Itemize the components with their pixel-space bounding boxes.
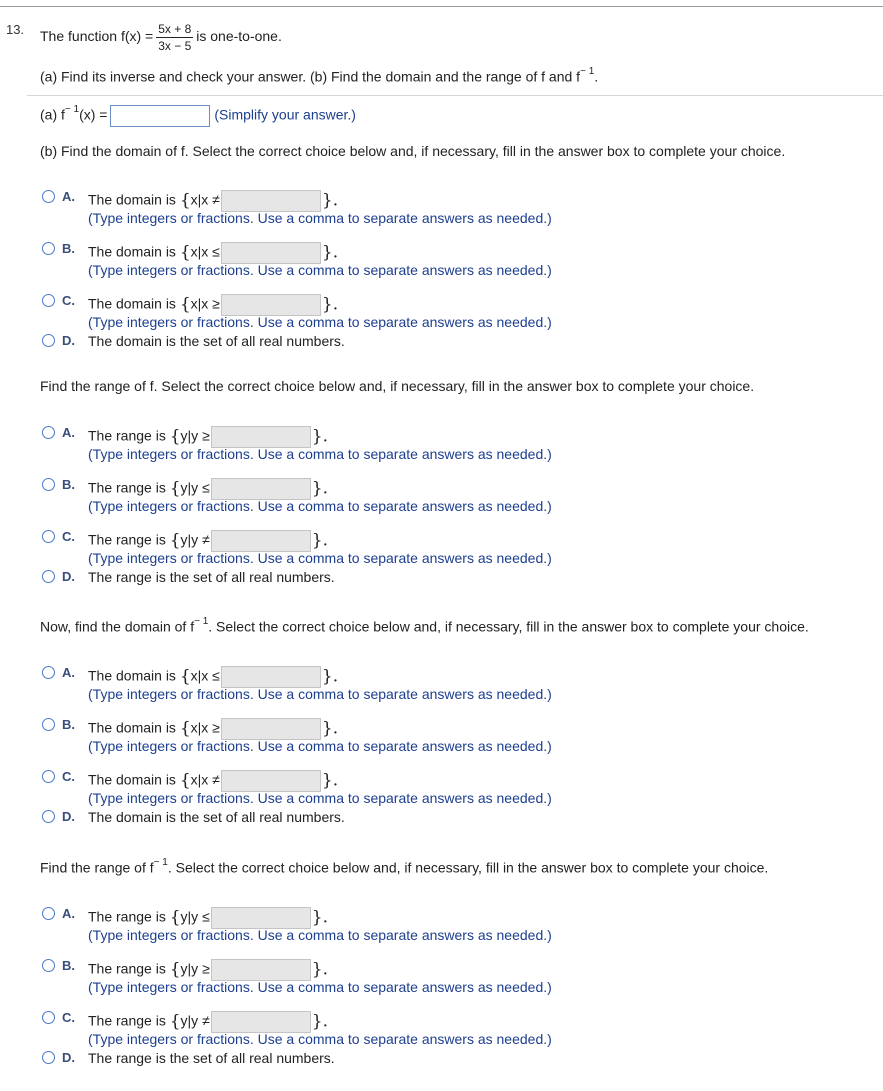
choice-hint: (Type integers or fractions. Use a comma to separate answers as needed.) — [88, 686, 552, 702]
choice-hint: (Type integers or fractions. Use a comma to separate answers as needed.) — [88, 1031, 552, 1047]
part-a-row — [40, 105, 356, 127]
section-prompt-inverse-sup: − 1 — [153, 857, 168, 868]
choice-letter: A. — [62, 189, 75, 204]
choice-radio[interactable] — [42, 334, 55, 347]
choice-answer-input[interactable] — [221, 666, 321, 688]
simplify-hint: (Simplify your answer.) — [214, 106, 356, 123]
set-condition: x|x ≤ — [190, 667, 220, 684]
choice-statement — [88, 294, 338, 316]
section-prompt — [40, 143, 785, 159]
choice-letter: C. — [62, 293, 75, 308]
set-condition: x|x ≤ — [190, 243, 220, 260]
choice-answer-input[interactable] — [221, 718, 321, 740]
problem-intro: The function f(x) = — [40, 28, 154, 45]
open-brace: { — [169, 959, 181, 980]
close-brace: }. — [321, 242, 339, 263]
choice-letter: D. — [62, 809, 75, 824]
choice-radio[interactable] — [42, 242, 55, 255]
choice-text: The domain is — [88, 771, 176, 788]
choice-radio[interactable] — [42, 1011, 55, 1024]
choice-letter: B. — [62, 241, 75, 256]
choice-statement — [88, 718, 338, 740]
choice-answer-input[interactable] — [221, 190, 321, 212]
choice-answer-input[interactable] — [221, 242, 321, 264]
close-brace: }. — [311, 530, 328, 551]
choice-text: The domain is — [88, 667, 176, 684]
task-line — [40, 68, 598, 85]
choice-text: The domain is — [88, 295, 176, 312]
choice-hint: (Type integers or fractions. Use a comma to separate answers as needed.) — [88, 446, 552, 462]
choice-letter: A. — [62, 665, 75, 680]
choice-hint: (Type integers or fractions. Use a comma to separate answers as needed.) — [88, 738, 552, 754]
part-a-inverse-sup: − 1 — [64, 104, 80, 116]
choice-radio[interactable] — [42, 190, 55, 203]
choice-hint: (Type integers or fractions. Use a comma to separate answers as needed.) — [88, 927, 552, 943]
choice-text: The range is — [88, 1012, 166, 1029]
choice-text: The range is — [88, 427, 166, 444]
close-brace: }. — [321, 770, 339, 791]
set-condition: y|y ≠ — [180, 1012, 210, 1029]
choice-answer-input[interactable] — [211, 426, 311, 448]
part-a-label-suffix: (x) = — [79, 106, 108, 123]
section-prompt — [40, 859, 768, 876]
choice-text: The range is — [88, 479, 166, 496]
open-brace: { — [179, 190, 191, 211]
inverse-answer-input[interactable] — [110, 105, 210, 127]
choice-text: The range is the set of all real numbers. — [88, 569, 335, 585]
choice-letter: B. — [62, 477, 75, 492]
open-brace: { — [169, 1011, 181, 1032]
choice-radio[interactable] — [42, 426, 55, 439]
question-number: 13. — [6, 22, 25, 37]
choice-text: The domain is — [88, 191, 176, 208]
choice-letter: B. — [62, 958, 75, 973]
close-brace: }. — [321, 666, 339, 687]
choice-answer-input[interactable] — [211, 1011, 311, 1033]
section-prompt-rest: . Select the correct choice below and, if necessary, fill in the answer box to complete your choice. — [167, 859, 769, 876]
open-brace: { — [179, 718, 191, 739]
fraction-denominator: 3x − 5 — [158, 39, 192, 53]
choice-answer-input[interactable] — [221, 294, 321, 316]
set-condition: y|y ≥ — [180, 427, 210, 444]
choice-statement — [88, 1050, 335, 1066]
choice-letter: C. — [62, 1010, 75, 1025]
choice-letter: A. — [62, 906, 75, 921]
choice-statement — [88, 770, 338, 792]
set-condition: y|y ≤ — [180, 908, 210, 925]
section-prompt-text: (b) Find the domain of f. Select the correct choice below and, if necessary, fill in the answer box to complete your choice. — [40, 143, 786, 159]
choice-radio[interactable] — [42, 907, 55, 920]
choice-letter: D. — [62, 569, 75, 584]
choice-radio[interactable] — [42, 478, 55, 491]
open-brace: { — [169, 907, 181, 928]
choice-answer-input[interactable] — [211, 530, 311, 552]
choice-radio[interactable] — [42, 718, 55, 731]
choice-radio[interactable] — [42, 530, 55, 543]
choice-text: The domain is the set of all real numbers. — [88, 333, 345, 349]
task-end: . — [594, 68, 599, 85]
close-brace: }. — [311, 426, 328, 447]
set-condition: y|y ≤ — [180, 479, 210, 496]
part-a-label: (a) f — [40, 106, 65, 123]
choice-hint: (Type integers or fractions. Use a comma to separate answers as needed.) — [88, 498, 552, 514]
choice-statement — [88, 530, 328, 552]
close-brace: }. — [311, 959, 328, 980]
choice-statement — [88, 666, 338, 688]
choice-radio[interactable] — [42, 1051, 55, 1064]
set-condition: x|x ≠ — [190, 191, 220, 208]
choice-radio[interactable] — [42, 294, 55, 307]
set-condition: x|x ≥ — [190, 719, 220, 736]
close-brace: }. — [311, 478, 328, 499]
choice-letter: D. — [62, 333, 75, 348]
section-prompt-text: Find the range of f. Select the correct choice below and, if necessary, fill in the answer box to complete your choice. — [40, 378, 755, 394]
top-divider — [0, 6, 883, 7]
choice-statement — [88, 569, 335, 585]
problem-suffix: is one-to-one. — [196, 28, 282, 45]
choice-radio[interactable] — [42, 570, 55, 583]
choice-radio[interactable] — [42, 810, 55, 823]
fraction-numerator: 5x + 8 — [158, 22, 192, 36]
open-brace: { — [169, 426, 181, 447]
task-inverse-sup: − 1 — [580, 66, 595, 77]
function-fraction — [156, 22, 193, 53]
choice-text: The range is — [88, 908, 166, 925]
close-brace: }. — [321, 294, 339, 315]
choice-letter: C. — [62, 769, 75, 784]
choice-hint: (Type integers or fractions. Use a comma to separate answers as needed.) — [88, 262, 552, 278]
section-divider — [27, 95, 883, 96]
choice-statement — [88, 478, 328, 500]
choice-hint: (Type integers or fractions. Use a comma to separate answers as needed.) — [88, 550, 552, 566]
choice-radio[interactable] — [42, 770, 55, 783]
task-text: (a) Find its inverse and check your answer. (b) Find the domain and the range of f and f — [40, 68, 581, 85]
section-prompt — [40, 618, 809, 635]
close-brace: }. — [321, 718, 339, 739]
choice-radio[interactable] — [42, 959, 55, 972]
open-brace: { — [179, 294, 191, 315]
choice-text: The range is the set of all real numbers. — [88, 1050, 335, 1066]
choice-hint: (Type integers or fractions. Use a comma to separate answers as needed.) — [88, 979, 552, 995]
choice-statement — [88, 959, 328, 981]
open-brace: { — [179, 242, 191, 263]
section-prompt-inverse-sup: − 1 — [194, 616, 209, 627]
choice-letter: B. — [62, 717, 75, 732]
choice-text: The domain is — [88, 719, 176, 736]
set-condition: x|x ≥ — [190, 295, 220, 312]
choice-statement — [88, 242, 338, 264]
section-prompt-rest: . Select the correct choice below and, if necessary, fill in the answer box to complete your choice. — [208, 618, 809, 635]
choice-answer-input[interactable] — [211, 959, 311, 981]
choice-answer-input[interactable] — [211, 478, 311, 500]
close-brace: }. — [311, 1011, 328, 1032]
choice-hint: (Type integers or fractions. Use a comma to separate answers as needed.) — [88, 314, 552, 330]
section-prompt-text: Now, find the domain of f — [40, 618, 195, 635]
choice-letter: A. — [62, 425, 75, 440]
choice-letter: C. — [62, 529, 75, 544]
choice-statement — [88, 333, 345, 349]
choice-text: The range is — [88, 531, 166, 548]
open-brace: { — [179, 770, 191, 791]
open-brace: { — [169, 478, 181, 499]
section-prompt-text: Find the range of f — [40, 859, 154, 876]
choice-letter: D. — [62, 1050, 75, 1065]
choice-answer-input[interactable] — [211, 907, 311, 929]
section-prompt — [40, 378, 754, 394]
choice-statement — [88, 426, 328, 448]
choice-statement — [88, 907, 328, 929]
choice-hint: (Type integers or fractions. Use a comma to separate answers as needed.) — [88, 790, 552, 806]
choice-text: The domain is the set of all real numbers. — [88, 809, 345, 825]
open-brace: { — [169, 530, 181, 551]
choice-answer-input[interactable] — [221, 770, 321, 792]
choice-hint: (Type integers or fractions. Use a comma to separate answers as needed.) — [88, 210, 552, 226]
set-condition: x|x ≠ — [190, 771, 220, 788]
choice-text: The range is — [88, 960, 166, 977]
choice-text: The domain is — [88, 243, 176, 260]
choice-radio[interactable] — [42, 666, 55, 679]
choice-statement — [88, 190, 338, 212]
choice-statement — [88, 809, 345, 825]
open-brace: { — [179, 666, 191, 687]
set-condition: y|y ≠ — [180, 531, 210, 548]
problem-statement — [40, 22, 282, 53]
set-condition: y|y ≥ — [180, 960, 210, 977]
close-brace: }. — [311, 907, 328, 928]
close-brace: }. — [321, 190, 339, 211]
choice-statement — [88, 1011, 328, 1033]
